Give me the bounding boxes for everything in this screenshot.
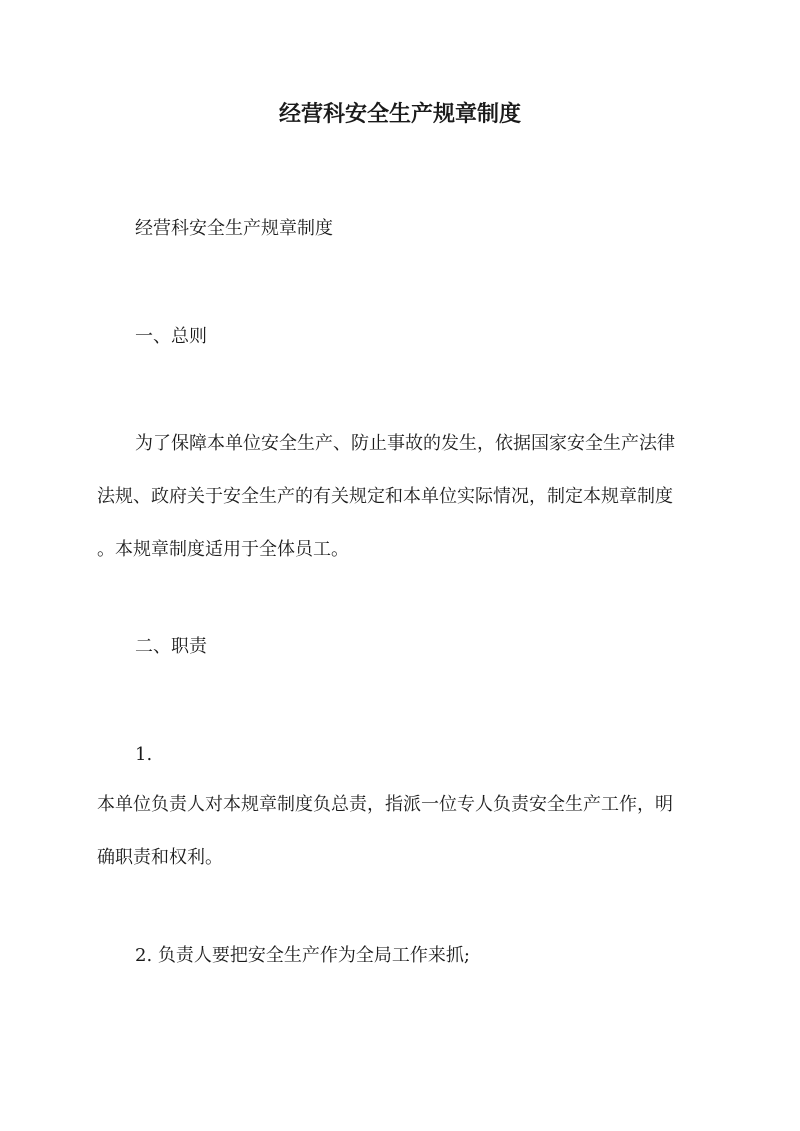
section-heading-general: 一、总则	[135, 326, 207, 347]
list-item-line: 确职责和权利。	[97, 847, 223, 868]
document-title: 经营科安全生产规章制度	[278, 101, 521, 127]
document-subtitle: 经营科安全生产规章制度	[135, 218, 333, 239]
paragraph-line: 为了保障本单位安全生产、防止事故的发生，依据国家安全生产法律	[135, 433, 675, 454]
list-item-number: 1.	[135, 744, 153, 765]
section-heading-duties: 二、职责	[135, 636, 207, 657]
paragraph-line: 。本规章制度适用于全体员工。	[97, 539, 349, 560]
paragraph-line: 法规、政府关于安全生产的有关规定和本单位实际情况，制定本规章制度	[97, 486, 673, 507]
list-item: 2. 负责人要把安全生产作为全局工作来抓;	[135, 945, 470, 966]
list-item-line: 本单位负责人对本规章制度负总责，指派一位专人负责安全生产工作，明	[97, 794, 673, 815]
